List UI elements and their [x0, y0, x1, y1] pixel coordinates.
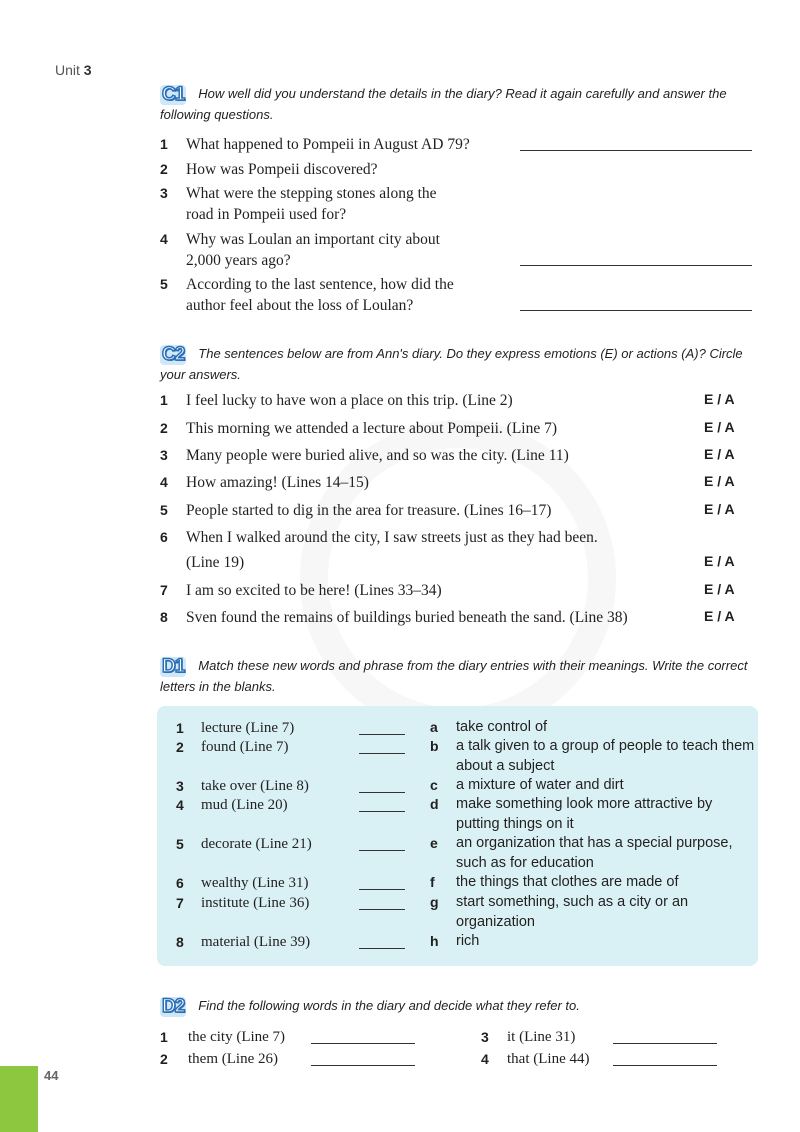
- d1-blank[interactable]: [359, 734, 405, 735]
- unit-number: 3: [83, 62, 92, 78]
- c2-heading: [160, 344, 755, 384]
- c2-choice[interactable]: E / A: [704, 581, 735, 597]
- d1-letter: e: [430, 835, 438, 851]
- d1-letter: c: [430, 777, 438, 793]
- c2-choice[interactable]: E / A: [704, 553, 735, 569]
- c2-badge: C2: [162, 344, 185, 365]
- d1-letter: g: [430, 894, 439, 910]
- c2-choice[interactable]: E / A: [704, 501, 735, 517]
- d1-word: 5 decorate (Line 21): [176, 836, 312, 852]
- d1-blank[interactable]: [359, 850, 405, 851]
- d1-blank[interactable]: [359, 792, 405, 793]
- d2-answer-line[interactable]: [311, 1043, 415, 1044]
- d1-heading: [160, 656, 755, 696]
- c1-instruction: How well did you understand the details in the diary? Read it again carefully and answer the following questions.: [160, 86, 727, 122]
- d1-badge: D1: [162, 656, 185, 677]
- d2-heading: [160, 996, 755, 1017]
- d1-word: 2 found (Line 7): [176, 739, 289, 755]
- d2-item: 1 the city (Line 7): [160, 1029, 286, 1045]
- d2-item: 3 it (Line 31): [481, 1029, 576, 1045]
- unit-label: Unit 3: [55, 62, 92, 78]
- d1-word: 3 take over (Line 8): [176, 778, 309, 794]
- d1-meaning: the things that clothes are made of: [456, 874, 679, 890]
- d1-meaning: take control of: [456, 719, 548, 735]
- d1-blank[interactable]: [359, 948, 405, 949]
- c2-instruction: The sentences below are from Ann's diary. Do they express emotions (E) or actions (A)? Circle your answers.: [160, 346, 743, 382]
- c2-choice[interactable]: E / A: [704, 446, 735, 462]
- d1-meaning: an organization that has a special purpose, such as for education: [456, 835, 733, 871]
- c1-answer-line-1[interactable]: [520, 150, 752, 151]
- page-corner-bar: [0, 1066, 38, 1132]
- c2-choice[interactable]: E / A: [704, 608, 735, 624]
- d1-meaning: make something look more attractive by putting things on it: [456, 796, 713, 832]
- d1-meaning: a mixture of water and dirt: [456, 777, 624, 793]
- d1-word: 1 lecture (Line 7): [176, 720, 295, 736]
- d1-word: 8 material (Line 39): [176, 934, 311, 950]
- c2-choice[interactable]: E / A: [704, 473, 735, 489]
- d2-answer-line[interactable]: [613, 1065, 717, 1066]
- c1-heading: [160, 84, 755, 124]
- d1-word: 7 institute (Line 36): [176, 895, 310, 911]
- d2-answer-line[interactable]: [311, 1065, 415, 1066]
- d2-answer-line[interactable]: [613, 1043, 717, 1044]
- d1-blank[interactable]: [359, 811, 405, 812]
- d2-badge: D2: [162, 996, 185, 1017]
- d1-blank[interactable]: [359, 909, 405, 910]
- d1-blank[interactable]: [359, 889, 405, 890]
- d1-meaning: rich: [456, 933, 480, 949]
- d1-letter: d: [430, 796, 439, 812]
- d2-item: 4 that (Line 44): [481, 1051, 590, 1067]
- d1-meaning: a talk given to a group of people to teach them about a subject: [456, 738, 755, 774]
- d2-item: 2 them (Line 26): [160, 1051, 278, 1067]
- d1-blank[interactable]: [359, 753, 405, 754]
- c1-answer-line-5[interactable]: [520, 310, 752, 311]
- d1-word: 6 wealthy (Line 31): [176, 875, 309, 891]
- d1-instruction: Match these new words and phrase from the diary entries with their meanings. Write the correct letters in the blanks.: [160, 658, 748, 694]
- page-number: 44: [44, 1068, 59, 1083]
- c2-choice[interactable]: E / A: [704, 391, 735, 407]
- d1-meaning: start something, such as a city or an organization: [456, 894, 689, 930]
- d1-word: 4 mud (Line 20): [176, 797, 288, 813]
- d2-instruction: Find the following words in the diary and decide what they refer to.: [198, 998, 580, 1013]
- c1-badge: C1: [162, 84, 185, 105]
- d1-letter: f: [430, 874, 435, 890]
- d1-letter: a: [430, 719, 438, 735]
- c1-answer-line-4[interactable]: [520, 265, 752, 266]
- d1-letter: h: [430, 933, 439, 949]
- d1-letter: b: [430, 738, 439, 754]
- c2-choice[interactable]: E / A: [704, 419, 735, 435]
